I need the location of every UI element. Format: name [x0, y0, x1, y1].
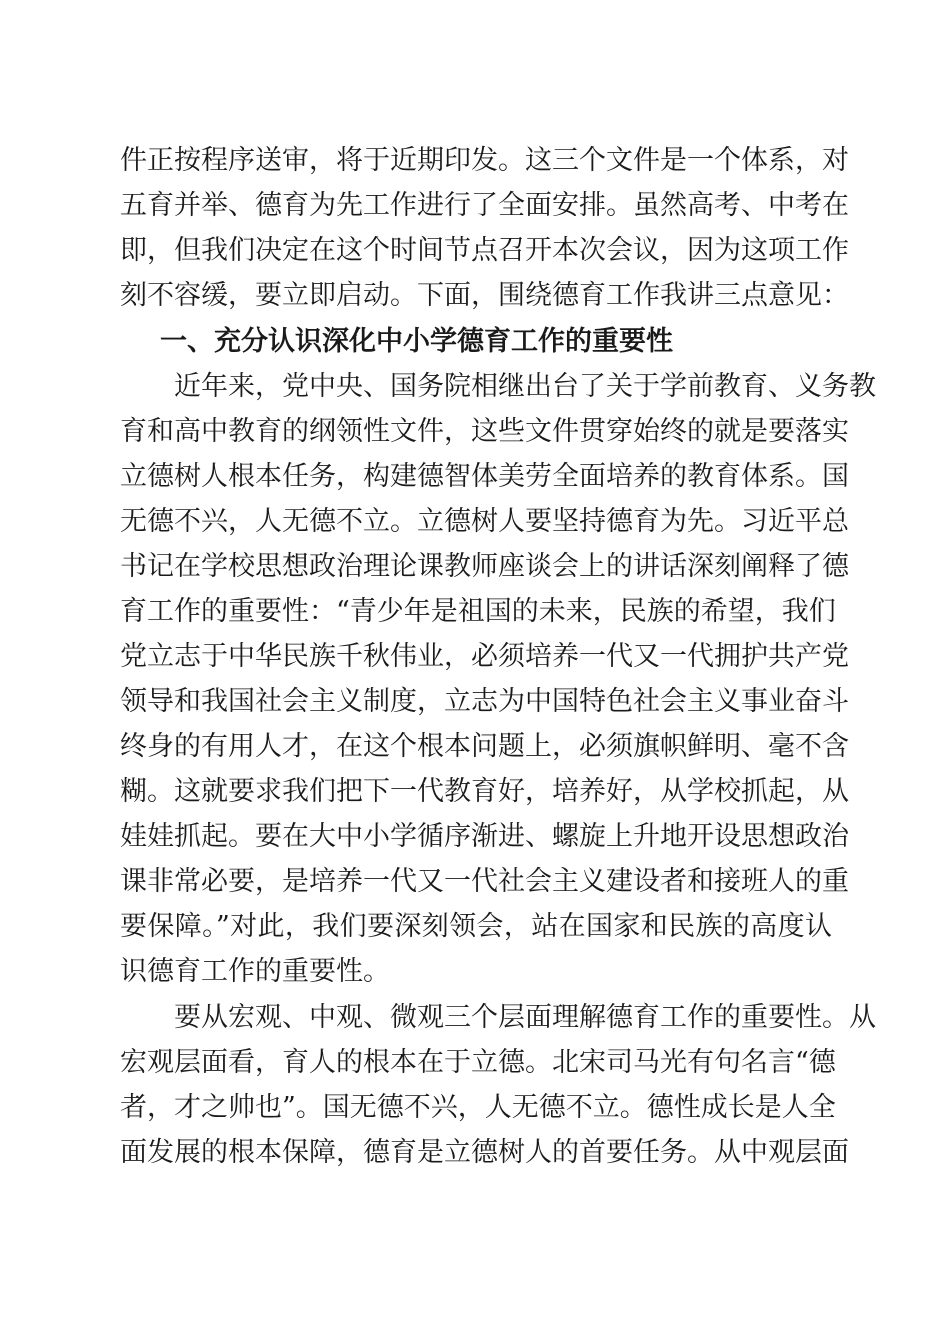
paragraph-line: 终身的有用人才，在这个根本问题上，必须旗帜鲜明、毫不含: [120, 731, 849, 762]
paragraph-line: 宏观层面看，育人的根本在于立德。北宋司马光有句名言“德: [120, 1047, 836, 1078]
paragraph-line: 要从宏观、中观、微观三个层面理解德育工作的重要性。从: [174, 1002, 876, 1033]
paragraph-line: 刻不容缓，要立即启动。下面，围绕德育工作我讲三点意见：: [120, 280, 849, 311]
paragraph-line: 要保障。”对此，我们要深刻领会，站在国家和民族的高度认: [120, 911, 832, 942]
section-heading-1-block: [120, 319, 832, 364]
paragraph-line: 件正按程序送审，将于近期印发。这三个文件是一个体系，对: [120, 145, 849, 176]
paragraph-line: 育和高中教育的纲领性文件，这些文件贯穿始终的就是要落实: [120, 416, 849, 447]
paragraph-3: [120, 995, 876, 1175]
paragraph-line: 五育并举、德育为先工作进行了全面安排。虽然高考、中考在: [120, 190, 849, 221]
paragraph-line: 无德不兴，人无德不立。立德树人要坚持德育为先。习近平总: [120, 506, 849, 537]
paragraph-line: 糊。这就要求我们把下一代教育好，培养好，从学校抓起，从: [120, 776, 849, 807]
paragraph-line: 面发展的根本保障，德育是立德树人的首要任务。从中观层面: [120, 1137, 849, 1168]
paragraph-line: 近年来，党中央、国务院相继出台了关于学前教育、义务教: [174, 371, 876, 402]
paragraph-line: 领导和我国社会主义制度，立志为中国特色社会主义事业奋斗: [120, 686, 849, 717]
paragraph-line: 者，才之帅也”。国无德不兴，人无德不立。德性成长是人全: [120, 1092, 836, 1123]
paragraph-line: 课非常必要，是培养一代又一代社会主义建设者和接班人的重: [120, 866, 849, 897]
paragraph-line: 娃娃抓起。要在大中小学循序渐进、螺旋上升地开设思想政治: [120, 821, 849, 852]
paragraph-line: 即，但我们决定在这个时间节点召开本次会议，因为这项工作: [120, 235, 849, 266]
paragraph-2: [120, 364, 876, 994]
paragraph-line: 党立志于中华民族千秋伟业，必须培养一代又一代拥护共产党: [120, 641, 849, 672]
paragraph-line: 育工作的重要性：“青少年是祖国的未来，民族的希望，我们: [120, 596, 836, 627]
paragraph-line: 立德树人根本任务，构建德智体美劳全面培养的教育体系。国: [120, 461, 849, 492]
paragraph-line: 书记在学校思想政治理论课教师座谈会上的讲话深刻阐释了德: [120, 551, 849, 582]
paragraph-line: 识德育工作的重要性。: [120, 956, 390, 987]
section-heading: 一、充分认识深化中小学德育工作的重要性: [160, 326, 673, 357]
paragraph-1: [120, 138, 849, 318]
